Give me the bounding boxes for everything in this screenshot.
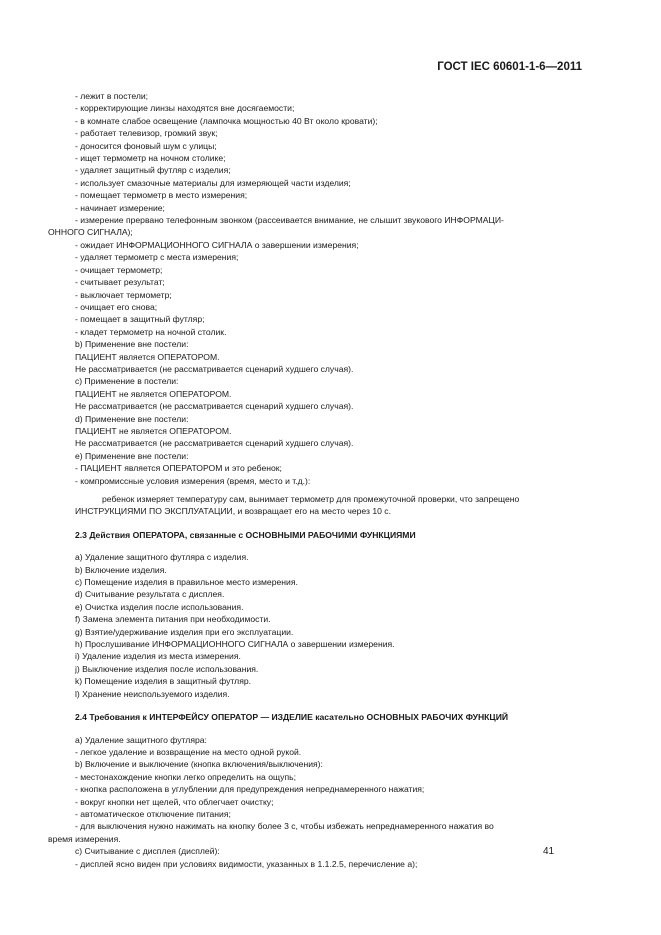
section-heading-2-4: 2.4 Требования к ИНТЕРФЕЙСУ ОПЕРАТОР — ИЗДЕЛИЕ касательно ОСНОВНЫХ РАБОЧИХ ФУНКЦИЙ <box>75 712 509 723</box>
page-number: 41 <box>543 846 555 857</box>
paragraph-line: ребенок измеряет температуру сам, вынимает термометр для промежуточной проверки, что запрещено <box>102 494 520 504</box>
list-item: b) Включение и выключение (кнопка включения/выключения): <box>75 759 323 770</box>
list-item: e) Применение вне постели: <box>75 450 189 461</box>
list-item: - дисплей ясно виден при условиях видимости, указанных в 1.1.2.5, перечисление а); <box>75 858 418 869</box>
list-item: c) Помещение изделия в правильное место измерения. <box>75 577 298 588</box>
list-item: ПАЦИЕНТ не является ОПЕРАТОРОМ. <box>75 388 232 399</box>
list-item: - очищает термометр; <box>75 264 163 275</box>
list-item-continuation: время измерения. <box>48 833 121 844</box>
list-item: - удаляет защитный футляр с изделия; <box>75 165 231 176</box>
list-item: - ПАЦИЕНТ является ОПЕРАТОРОМ и это ребенок; <box>75 463 282 474</box>
list-item: d) Применение вне постели: <box>75 413 189 424</box>
list-item: a) Удаление защитного футляра: <box>75 734 207 745</box>
list-item: - работает телевизор, громкий звук; <box>75 128 218 139</box>
list-item: i) Удаление изделия из места измерения. <box>75 651 241 662</box>
list-item: Не рассматривается (не рассматривается сценарий худшего случая). <box>75 438 354 449</box>
requirements-list-continued <box>75 845 582 870</box>
list-item: Не рассматривается (не рассматривается сценарий худшего случая). <box>75 401 354 412</box>
list-item: h) Прослушивание ИНФОРМАЦИОННОГО СИГНАЛА о завершении измерения. <box>75 639 395 650</box>
list-item: k) Помещение изделия в защитный футляр. <box>75 676 252 687</box>
list-item: - кладет термометр на ночной столик. <box>75 326 227 337</box>
list-item: - доносится фоновый шум с улицы; <box>75 140 217 151</box>
list-item: b) Применение вне постели: <box>75 339 189 350</box>
document-header: ГОСТ IEC 60601-1-6—2011 <box>437 61 582 73</box>
list-item: - помещает в защитный футляр; <box>75 314 205 325</box>
patient-actions-list-continued <box>75 239 582 487</box>
list-item: - легкое удаление и возвращение на место одной рукой. <box>75 746 302 757</box>
list-item: f) Замена элемента питания при необходимости. <box>75 614 271 625</box>
list-item: - кнопка расположена в углублении для предупреждения непреднамеренного нажатия; <box>75 784 425 795</box>
list-item: ПАЦИЕНТ не является ОПЕРАТОРОМ. <box>75 425 232 436</box>
list-item: - выключает термометр; <box>75 289 172 300</box>
list-item: c) Считывание с дисплея (дисплей): <box>75 846 220 857</box>
list-item: d) Считывание результата с дисплея. <box>75 589 225 600</box>
list-item: - ищет термометр на ночном столике; <box>75 153 226 164</box>
list-item: - измерение прервано телефонным звонком (рассеивается внимание, не слышит звукового ИНФОРМАЦИ- <box>75 215 504 226</box>
list-item-continuation: ОННОГО СИГНАЛА); <box>48 227 133 238</box>
list-item: ПАЦИЕНТ является ОПЕРАТОРОМ. <box>75 351 220 362</box>
paragraph-line: ИНСТРУКЦИЯМИ ПО ЭКСПЛУАТАЦИИ, и возвращает его на место через 10 с. <box>75 506 391 517</box>
list-item: - компромиссные условия измерения (время, место и т.д.): <box>75 475 311 486</box>
list-item: - использует смазочные материалы для измеряющей части изделия; <box>75 177 351 188</box>
list-item: - для выключения нужно нажимать на кнопку более 3 с, чтобы избежать непреднамеренного нажатия во <box>75 821 494 832</box>
section-heading-2-3: 2.3 Действия ОПЕРАТОРА, связанные с ОСНОВНЫМИ РАБОЧИМИ ФУНКЦИЯМИ <box>75 529 416 540</box>
list-item: - вокруг кнопки нет щелей, что облегчает очистку; <box>75 796 274 807</box>
list-item: a) Удаление защитного футляра с изделия. <box>75 552 249 563</box>
list-item: - местонахождение кнопки легко определить на ощупь; <box>75 771 296 782</box>
requirements-list <box>75 734 582 821</box>
list-item: l) Хранение неиспользуемого изделия. <box>75 688 230 699</box>
list-item: - автоматическое отключение питания; <box>75 808 231 819</box>
list-item: - лежит в постели; <box>75 91 149 101</box>
list-item: - считывает результат; <box>75 277 165 288</box>
list-item: - удаляет термометр с места измерения; <box>75 252 239 263</box>
list-item: Не рассматривается (не рассматривается сценарий худшего случая). <box>75 363 354 374</box>
list-item: c) Применение в постели: <box>75 376 179 387</box>
list-item: - помещает термометр в место измерения; <box>75 190 248 201</box>
list-item: - очищает его снова; <box>75 301 158 312</box>
list-item: g) Взятие/удерживание изделия при его эксплуатации. <box>75 626 294 637</box>
patient-actions-list <box>75 90 582 214</box>
operator-actions-list <box>75 551 582 700</box>
list-item: - в комнате слабое освещение (лампочка мощностью 40 Вт около кровати); <box>75 115 378 126</box>
page-body <box>48 90 582 870</box>
list-item: e) Очистка изделия после использования. <box>75 601 244 612</box>
list-item: - ожидает ИНФОРМАЦИОННОГО СИГНАЛА о завершении измерения; <box>75 239 359 250</box>
list-item: - корректирующие линзы находятся вне досягаемости; <box>75 103 295 114</box>
list-item: - начинает измерение; <box>75 202 165 213</box>
list-item: b) Включение изделия. <box>75 564 167 575</box>
list-item: j) Выключение изделия после использования. <box>75 663 259 674</box>
